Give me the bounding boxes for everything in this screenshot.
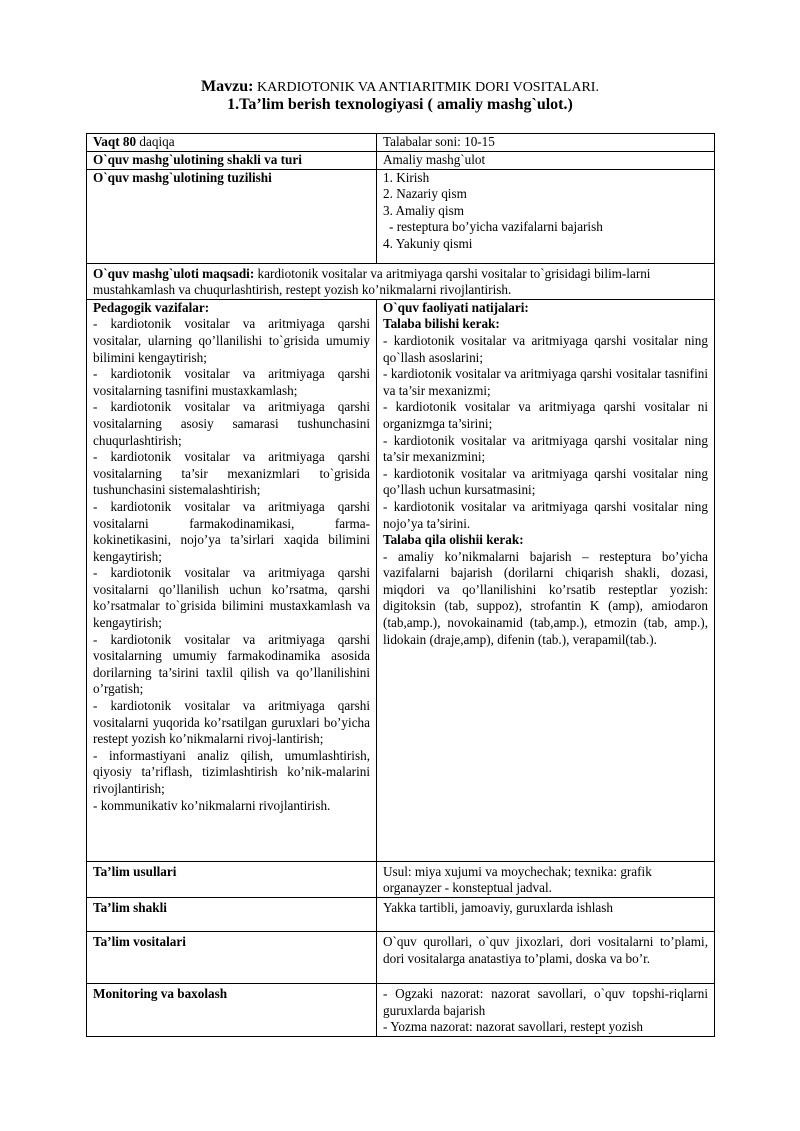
structure-item: 2. Nazariy qism: [383, 186, 467, 202]
document-subtitle: 1.Ta’lim berish texnologiyasi ( amaliy mashg`ulot.): [227, 96, 573, 113]
cell-structure-list: [377, 169, 715, 263]
cell-shape-value: Yakka tartibli, jamoaviy, guruxlarda ishlash: [377, 897, 715, 931]
row-tasks-results: [87, 299, 715, 861]
cell-tools-value: O`quv qurollari, o`quv jixozlari, dori vositalarni to’plami, dori vositalarga anatastiya to’plami, doska va bo’r.: [377, 931, 715, 983]
cell-monitoring-label: Monitoring va baxolash: [87, 983, 377, 1036]
structure-item: 3. Amaliy qism: [383, 202, 464, 218]
time-label-bold: Vaqt 80: [93, 134, 137, 149]
cell-monitoring-value: [377, 983, 715, 1036]
know-item: - kardiotonik vositalar va aritmiyaga qarshi vositalar tasnifini va ta’sir mexanizmi;: [383, 366, 708, 398]
cell-shape-label: Ta’lim shakli: [87, 897, 377, 931]
know-item: - kardiotonik vositalar va aritmiyaga qarshi vositalar ni organizmga ta’sirini;: [383, 399, 708, 431]
cell-methods-value: Usul: miya xujumi va moychechak; texnika: grafik organayzer - konsteptual jadval.: [377, 861, 715, 897]
row-goal: [87, 263, 715, 299]
mavzu-text: KARDIOTONIK VA ANTIARITMIK DORI VOSITALARI.: [256, 80, 599, 95]
cell-form-label: O`quv mashg`ulotining shakli va turi: [87, 152, 377, 170]
cell-structure-label: O`quv mashg`ulotining tuzilishi: [87, 169, 377, 263]
structure-item: 4. Yakuniy qismi: [383, 235, 473, 251]
know-item: - kardiotonik vositalar va aritmiyaga qarshi vositalar ning qo’llash uchun kursatmasini;: [383, 465, 708, 498]
able-label: Talaba qila olishii kerak:: [383, 532, 524, 548]
time-label-rest: daqiqa: [136, 134, 175, 149]
task-item: - informastiyani analiz qilish, umumlashtirish, qiyosiy ta’riflash, tizimlashtirish ko’nik-malarini rivojlantirish;: [93, 747, 370, 796]
task-item: - kardiotonik vositalar va aritmiyaga qarshi vositalar, ularning qo’llanilishi to`grisida umumiy bilimini kengaytirish;: [93, 316, 370, 365]
row-form: [87, 152, 715, 170]
row-methods: [87, 861, 715, 897]
cell-time-label: [87, 134, 377, 152]
goal-label: O`quv mashg`uloti maqsadi:: [93, 265, 255, 281]
goal-text: kardiotonik vositalar va aritmiyaga qarshi vositalar to`grisidagi bilim-larni mustahkamlash va chuqurlashtirish, restept yozish ko’nikmalarni rivojlantirish.: [93, 265, 651, 298]
task-item: - kardiotonik vositalar va aritmiyaga qarshi vositalarning asosiy samarasi tushunchasini chuqurlashtirish;: [93, 399, 370, 448]
cell-form-value: Amaliy mashg`ulot: [377, 152, 715, 170]
tasks-label: Pedagogik vazifalar:: [93, 299, 210, 315]
know-item: - kardiotonik vositalar va aritmiyaga qarshi vositalar ning ta’sir mexanizmini;: [383, 432, 708, 465]
know-item: - kardiotonik vositalar va aritmiyaga qarshi vositalar ning nojo’ya ta’sirini.: [383, 498, 708, 531]
row-structure: [87, 169, 715, 263]
row-time: [87, 134, 715, 152]
task-item: - kardiotonik vositalar va aritmiyaga qarshi vositalarni qo’llanilish uchun ko’rsatma, qarshi ko’rsatmalar to`grisida bilimini mustaxkamlash va kengaytirish;: [93, 565, 370, 631]
know-label: Talaba bilishi kerak:: [383, 316, 500, 332]
cell-students-count: Talabalar soni: 10-15: [377, 134, 715, 152]
row-tools: [87, 931, 715, 983]
task-item: - kommunikativ ko’nikmalarni rivojlantirish.: [93, 797, 331, 813]
task-item: - kardiotonik vositalar va aritmiyaga qarshi vositalarning tasnifini mustaxkamlash;: [93, 366, 370, 398]
structure-item: 1. Kirish: [383, 169, 430, 185]
monitoring-item: - Ogzaki nazorat: nazorat savollari, o`quv topshi-riqlarni guruxlarda bajarish: [383, 985, 708, 1018]
able-text: - amaliy ko’nikmalarni bajarish – resteptura bo’yicha vazifalarni bajarish (dorilarni chiqarish shakli, dozasi, miqdori va qo’llanilishini ko’rsatib resteptlar yozish: digitoksin (tab, suppoz), strofantin K (amp), amiodaron (tab,amp.), novokainamid (tab,amp.), etmozin (tab, amp.), lidokain (draje,amp), difenin (tab.), verapamil(tab.).: [383, 548, 708, 647]
row-shape: [87, 897, 715, 931]
cell-methods-label: Ta’lim usullari: [87, 861, 377, 897]
cell-pedagogical-tasks: [87, 299, 377, 861]
mavzu-label: Mavzu:: [201, 78, 254, 95]
cell-tools-label: Ta’lim vositalari: [87, 931, 377, 983]
task-item: - kardiotonik vositalar va aritmiyaga qarshi vositalarning umumiy farmakodinamika asosida dorilarning ta’sirini taxlil qilish va qo’llanilishini o’rgatish;: [93, 631, 370, 697]
row-monitoring: [87, 983, 715, 1036]
results-label: O`quv faoliyati natijalari:: [383, 299, 529, 315]
know-item: - kardiotonik vositalar va aritmiyaga qarshi vositalar ning qo`llash asoslarini;: [383, 332, 708, 365]
cell-goal: [87, 263, 715, 299]
task-item: - kardiotonik vositalar va aritmiyaga qarshi vositalarni farmakodinamikasi, farma-kokinetikasini, nojo’ya ta’sirlari xaqida bilimini kengaytirish;: [93, 498, 370, 564]
lesson-plan-table: [86, 133, 715, 1037]
cell-learning-results: [377, 299, 715, 861]
structure-item: - resteptura bo’yicha vazifalarni bajarish: [389, 219, 603, 235]
task-item: - kardiotonik vositalar va aritmiyaga qarshi vositalarni yuqorida ko’rsatilgan guruxlari bo’yicha restept yozish ko’nikmalarni rivoj-lantirish;: [93, 698, 370, 747]
monitoring-item: - Yozma nazorat: nazorat savollari, restept yozish: [383, 1019, 644, 1035]
task-item: - kardiotonik vositalar va aritmiyaga qarshi vositalarning ta’sir mexanizmlari to`grisida tushunchasini sistemalashtirish;: [93, 449, 370, 498]
